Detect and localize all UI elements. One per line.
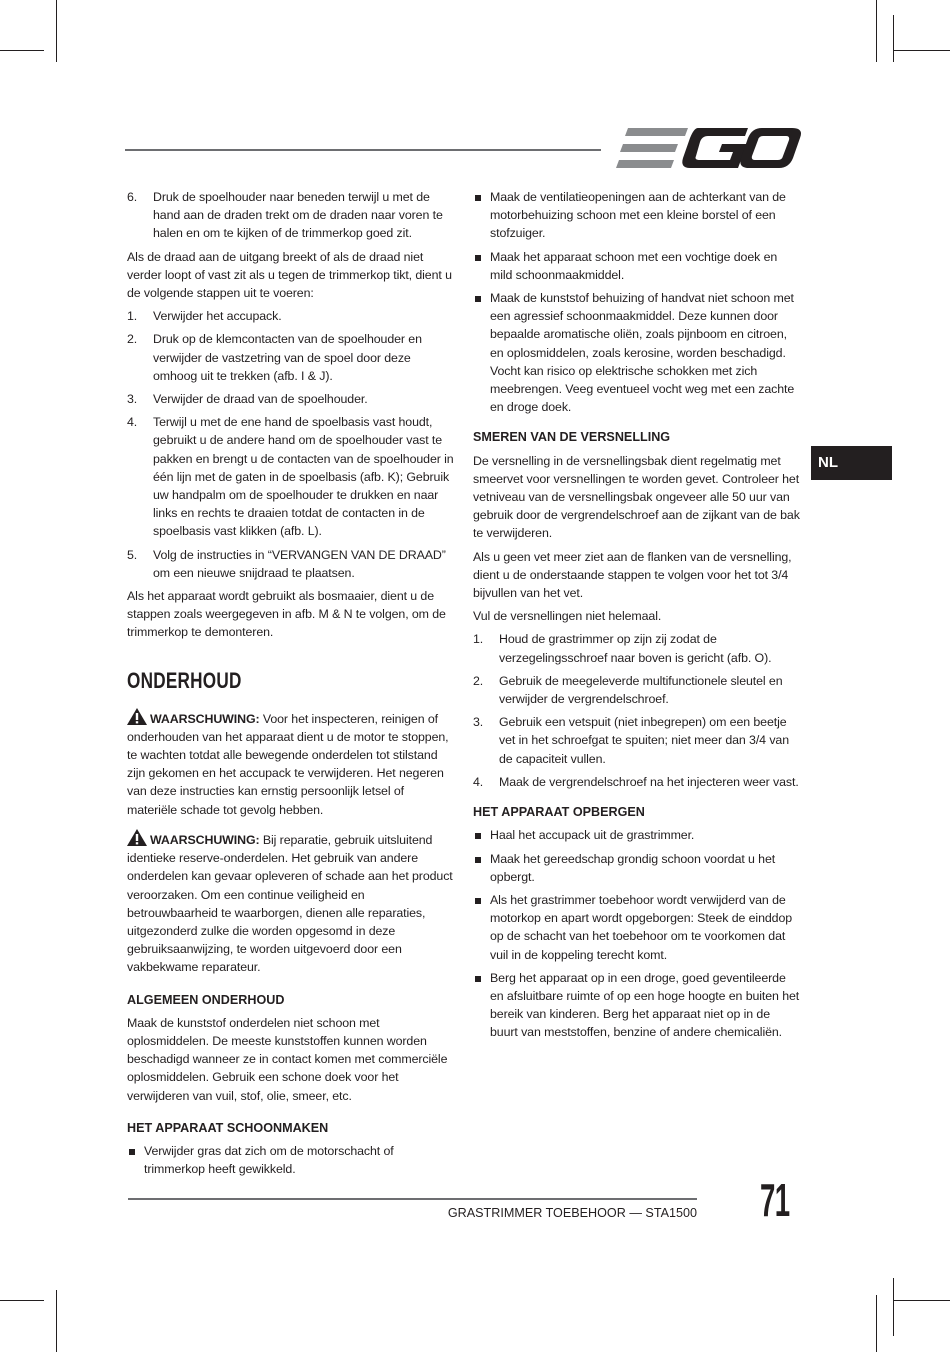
bullet-text: Maak de kunststof behuizing of handvat niet schoon met een agressief schoonmaakmiddel. Deze kunnen door bepaalde aromatische oliën, zoals pijnboom en citroen, en oplosmiddelen, zoals kerosine, worden beschadigd. Vocht kan risico op elektrische schokken met zich meebrengen. Veeg eventueel vocht weg met een zachte en droge doek.	[490, 291, 795, 415]
section-title-maintenance: ONDERHOUD	[127, 667, 242, 693]
crop-mark	[876, 1295, 877, 1352]
subsection-title-gear: SMEREN VAN DE VERSNELLING	[473, 430, 671, 445]
list-number: 2.	[127, 332, 138, 347]
gear-paragraph: De versnelling in de versnellingsbak dient regelmatig met smeervet voor versnellingen te worden gevet. Controleer het vetniveau van de versnellingsbak ongeveer alle 50 uur van gebruik door de vergrendelschroef aan de zijkant van de bak te verwijderen.	[473, 453, 800, 541]
subsection-title-storage: HET APPARAAT OPBERGEN	[473, 805, 645, 820]
crop-mark	[0, 1300, 44, 1301]
list-item	[127, 413, 455, 540]
ego-logo	[616, 126, 802, 172]
bullet-item	[473, 188, 801, 243]
crop-mark	[893, 50, 950, 51]
list-text: Gebruik de meegeleverde multifunctionele sleutel en verwijder de vergrendelschroef.	[499, 673, 783, 707]
list-number: 2.	[473, 673, 484, 688]
warning-text: Bij reparatie, gebruik uitsluitend identieke reserve-onderdelen. Het gebruik van andere onderdelen kan gevaar opleveren of schade aan het product veroorzaken. Om een continue veiligheid en betrouwbaarheid te waarborgen, dienen alle reparaties, uitgezonderd zulke die worden opgesomd in deze gebruiksaanwijzing, te worden uitgevoerd door een vakbekwame reparateur.	[127, 832, 453, 975]
list-item	[127, 546, 455, 582]
bullet-square-icon	[129, 1149, 135, 1155]
bullet-text: Berg het apparaat op in een droge, goed geventileerde en afsluitbare ruimte of op een hoge hoogte en buiten het bereik van kinderen. Berg het apparaat niet op in de buurt van meststoffen, benzine of andere chemicaliën.	[490, 970, 800, 1040]
gear-paragraph: Als u geen vet meer ziet aan de flanken van de versnelling, dient u de onderstaande stappen te volgen voor het tot 3/4 bijvullen van het vet.	[473, 549, 792, 601]
bullet-text: Maak de ventilatieopeningen aan de achterkant van de motorbehuizing schoon met een kleine borstel of een stofzuiger.	[490, 190, 786, 241]
list-number: 4.	[127, 415, 138, 430]
subsection-title-cleaning: HET APPARAAT SCHOONMAKEN	[127, 1120, 329, 1135]
intro-paragraph: Als de draad aan de uitgang breekt of als de draad niet verder loopt of vast zit als u tegen de trimmerkop tikt, dient u de volgende stappen uit te voeren:	[127, 249, 452, 301]
bullet-square-icon	[475, 898, 481, 904]
warning-triangle-icon	[127, 829, 147, 846]
right-column	[473, 188, 801, 1047]
list-number: 1.	[127, 309, 138, 324]
left-column	[127, 188, 455, 1183]
warning-label: WAARSCHUWING:	[150, 832, 260, 847]
bullet-text: Als het grastrimmer toebehoor wordt verwijderd van de motorkop en apart wordt opgeborgen: Steek de einddop op de schacht van het toebehoor om te voorkomen dat vuil in de koppeling terecht komt.	[490, 892, 793, 962]
list-text: Maak de vergrendelschroef na het injecteren weer vast.	[499, 774, 799, 789]
general-paragraph: Maak de kunststof onderdelen niet schoon met oplosmiddelen. De meeste kunststoffen kunnen worden beschadigd wanneer ze in contact komen met commerciële oplosmiddelen. Gebruik een schone doek voor het verwijderen van vuil, stof, olie, smeer, etc.	[127, 1015, 448, 1103]
list-text: Terwijl u met de ene hand de spoelbasis vast houdt, gebruikt u de andere hand om de spoelhouder vast te pakken en brengt u de contacten van de spoelhouder in één lijn met de gaten in de spoelbasis (afb. K); Gebruik uw handpalm om de spoelhouder te drukken en naar links en rechts te draaien totdat de contacten in de spoelbasis vast klikken (afb. L).	[153, 415, 454, 539]
list-text: Verwijder het accupack.	[153, 309, 282, 324]
gear-paragraph: Vul de versnellingen niet helemaal.	[473, 609, 662, 624]
list-text: Volg de instructies in “VERVANGEN VAN DE DRAAD” om een nieuwe snijdraad te plaatsen.	[153, 547, 446, 580]
crop-mark	[0, 50, 44, 51]
header-rule	[125, 149, 601, 151]
crop-mark	[56, 1290, 57, 1352]
warning-text: Voor het inspecteren, reinigen of onderhouden van het apparaat dient u de motor te stoppen, te wachten totdat alle bewegende onderdelen tot stilstand zijn gekomen en het accupack te verwijderen. Het negeren van deze instructies kan ernstig persoonlijk letsel of materiële schade tot gevolg hebben.	[127, 711, 449, 817]
crop-mark	[893, 1278, 894, 1336]
subsection-title-general: ALGEMEEN ONDERHOUD	[127, 992, 285, 1007]
bullet-item	[473, 289, 801, 416]
list-number: 6.	[127, 190, 138, 204]
list-number: 4.	[473, 774, 484, 789]
crop-mark	[56, 0, 57, 62]
bullet-text: Verwijder gras dat zich om de motorschacht of trimmerkop heeft gewikkeld.	[144, 1143, 394, 1177]
bullet-square-icon	[475, 296, 481, 302]
warning-paragraph	[127, 708, 455, 819]
list-text: Gebruik een vetspuit (niet inbegrepen) om een beetje vet in het schroefgat te spuiten; niet meer dan 3/4 van de capaciteit vullen.	[499, 715, 789, 766]
footer-title: GRASTRIMMER TOEBEHOOR — STA1500	[447, 1206, 697, 1220]
bullet-item	[473, 248, 801, 284]
crop-mark	[893, 15, 894, 62]
bullet-square-icon	[475, 833, 481, 839]
bullet-item	[473, 969, 801, 1042]
brushcutter-paragraph: Als het apparaat wordt gebruikt als bosmaaier, dient u de stappen zoals weergegeven in afb. M & N te volgen, om de trimmerkop te demonteren.	[127, 589, 446, 640]
list-item	[473, 713, 801, 768]
bullet-text: Haal het accupack uit de grastrimmer.	[490, 828, 695, 843]
bullet-square-icon	[475, 255, 481, 261]
list-item	[127, 307, 455, 325]
list-item	[127, 330, 455, 385]
list-text: Druk de spoelhouder naar beneden terwijl u met de hand aan de draden trekt om de draden naar voren te halen en om te kijken of de trimmerkop goed zit.	[153, 190, 443, 241]
bullet-item	[473, 826, 801, 844]
crop-mark	[876, 0, 877, 62]
language-tab: NL	[811, 446, 892, 480]
list-number: 1.	[473, 632, 484, 647]
list-item	[127, 390, 455, 408]
bullet-item	[127, 1142, 455, 1178]
list-text: Druk op de klemcontacten van de spoelhouder en verwijder de vastzetring van de spoel door deze omhoog uit te trekken (afb. I & J).	[153, 332, 422, 383]
list-item	[127, 188, 455, 243]
list-text: Verwijder de draad van de spoelhouder.	[153, 392, 368, 407]
warning-label: WAARSCHUWING:	[150, 711, 260, 726]
bullet-item	[473, 850, 801, 886]
list-number: 5.	[127, 547, 138, 562]
footer-rule	[128, 1198, 697, 1200]
bullet-square-icon	[475, 857, 481, 863]
list-item	[473, 773, 801, 791]
list-item	[473, 672, 801, 708]
page-number: 71	[760, 1174, 790, 1226]
list-item	[473, 630, 801, 666]
crop-mark	[893, 1300, 950, 1301]
bullet-text: Maak het gereedschap grondig schoon voordat u het opbergt.	[490, 851, 776, 884]
bullet-text: Maak het apparaat schoon met een vochtige doek en mild schoonmaakmiddel.	[490, 249, 778, 282]
bullet-item	[473, 891, 801, 964]
warning-triangle-icon	[127, 708, 147, 725]
list-number: 3.	[473, 715, 484, 730]
bullet-square-icon	[475, 195, 481, 201]
list-number: 3.	[127, 392, 138, 407]
list-text: Houd de grastrimmer op zijn zij zodat de verzegelingsschroef naar boven is gericht (afb. O).	[499, 632, 772, 665]
warning-paragraph	[127, 829, 455, 977]
bullet-square-icon	[475, 976, 481, 982]
